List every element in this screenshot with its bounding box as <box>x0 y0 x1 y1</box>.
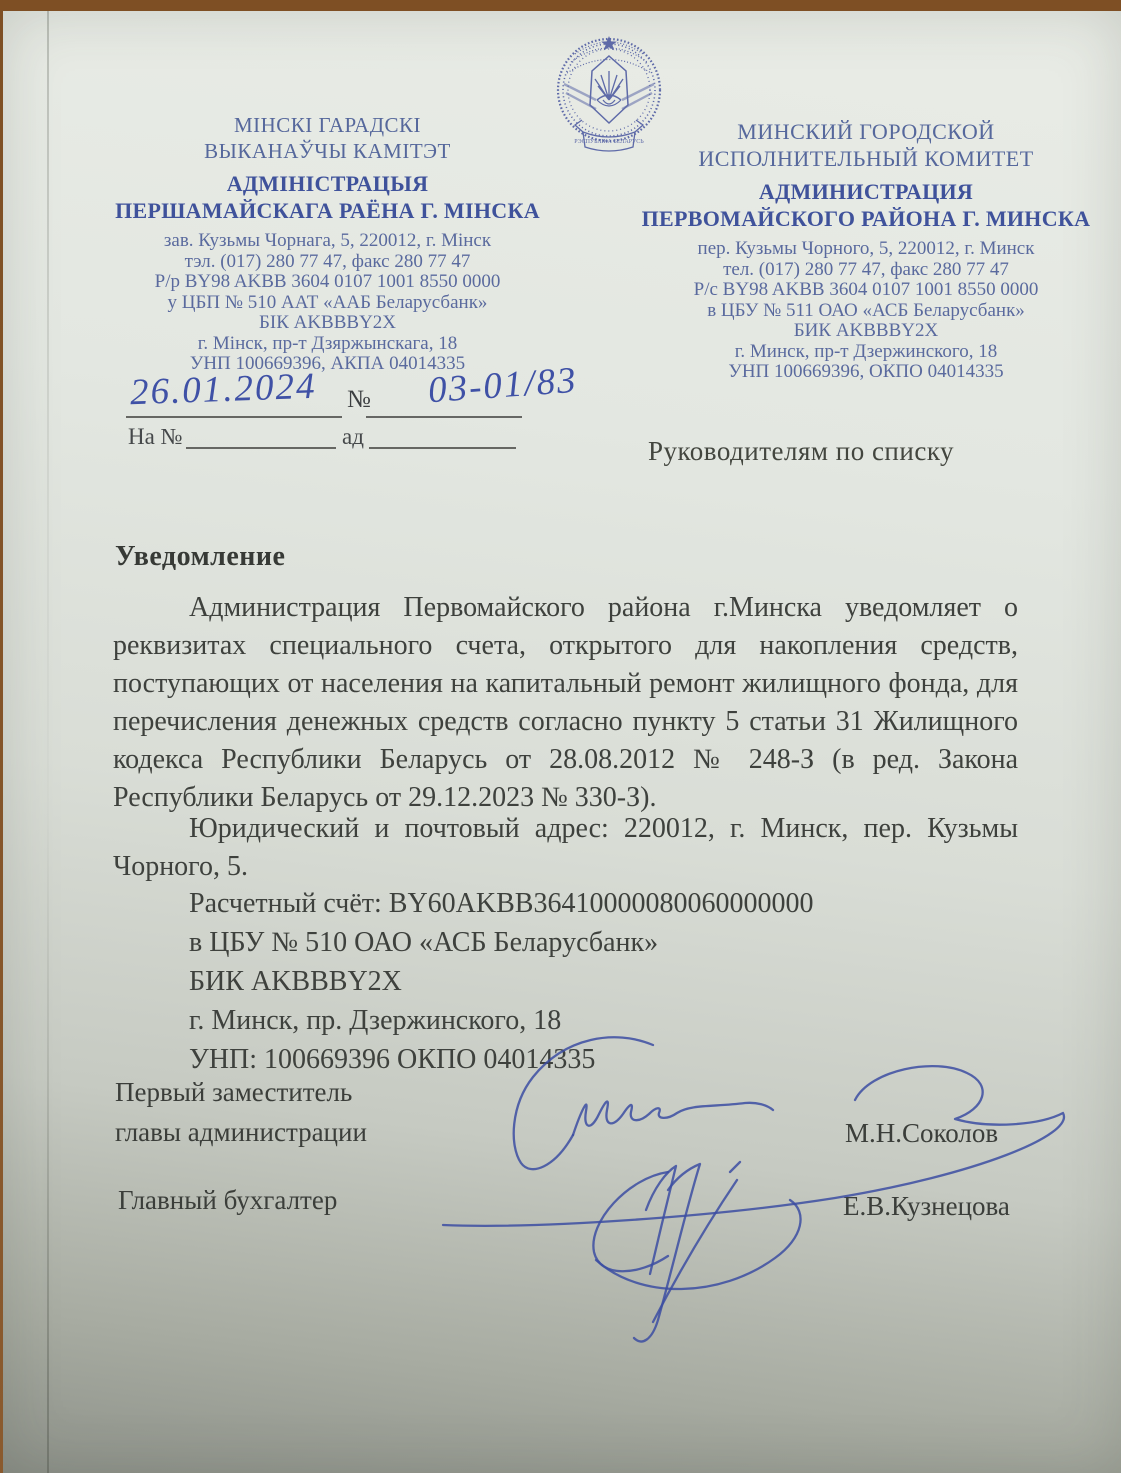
paper-fold-crease <box>47 11 49 1473</box>
reply-to-label: На № <box>128 424 183 449</box>
address-line: Р/р BY98 AKBB 3604 0107 1001 8550 0000 <box>154 271 501 292</box>
signatory-position: Главный бухгалтер <box>118 1185 338 1215</box>
main-paragraph: Администрация Первомайского района г.Минска уведомляет о реквизитах специального счета, открытого для накопления средств, поступающих от населения на капитальный ремонт жилищного фонда, для перечисления денежных средств согласно пункту 5 статьи 31 Жилищного кодекса Республики Беларусь от 28.08.2012 № 248-З (в ред. Закона Республики Беларусь от 29.12.2023 № 330-З). <box>113 592 1018 813</box>
handwritten-date: 26.01.2024 <box>129 365 318 414</box>
reply-from-label: ад <box>342 424 364 449</box>
address-line: г. Минск, пр-т Дзержинского, 18 <box>734 340 998 362</box>
signatory-name: М.Н.Соколов <box>845 1118 999 1148</box>
reply-number-underline <box>186 447 336 449</box>
committee-name-line: МІНСКІ ГАРАДСКІ <box>233 113 422 137</box>
number-underline <box>366 416 522 418</box>
bank-detail-line: в ЦБУ № 510 ОАО «АСБ Беларусбанк» <box>189 927 659 958</box>
committee-name-line: ИСПОЛНИТЕЛЬНЫЙ КОМИТЕТ <box>698 146 1034 171</box>
organization-name-line: ПЕРВОМАЙСКОГО РАЙОНА Г. МИНСКА <box>641 206 1091 231</box>
date-underline <box>126 416 342 418</box>
letterhead-russian <box>632 118 1100 383</box>
letterhead-address-block <box>100 231 555 375</box>
document-title: Уведомление <box>115 541 286 572</box>
reply-date-underline <box>369 447 516 449</box>
bank-detail-line: БИК AKBBBY2X <box>189 966 402 997</box>
address-line: у ЦБП № 510 ААТ «ААБ Беларусбанк» <box>167 291 488 313</box>
address-line: Р/с BY98 AKBB 3604 0107 1001 8550 0000 <box>693 279 1039 300</box>
address-paragraph: Юридический и почтовый адрес: 220012, г. Минск, пер. Кузьмы Чорного, 5. <box>113 813 1018 882</box>
signatory-name: Е.В.Кузнецова <box>843 1191 1010 1221</box>
address-line: БІК AKBBBY2X <box>258 312 397 333</box>
position-line: главы администрации <box>115 1117 367 1147</box>
address-line: БИК AKBBBY2X <box>793 320 939 341</box>
address-line: в ЦБУ № 511 ОАО «АСБ Беларусбанк» <box>707 299 1025 321</box>
addressee-line: Руководителям по списку <box>648 436 955 466</box>
position-line: Первый заместитель <box>115 1077 353 1107</box>
committee-name-line: ВЫКАНАЎЧЫ КАМІТЭТ <box>204 139 451 163</box>
bank-detail-line: г. Минск, пр. Дзержинского, 18 <box>189 1005 562 1036</box>
bank-detail-line: УНП: 100669396 ОКПО 04014335 <box>189 1044 596 1075</box>
address-line: тэл. (017) 280 77 47, факс 280 77 47 <box>184 250 471 272</box>
address-line: г. Мінск, пр-т Дзяржынскага, 18 <box>197 332 458 354</box>
signatory-position <box>115 1072 367 1152</box>
committee-name-line: МИНСКИЙ ГОРОДСКОЙ <box>737 119 995 144</box>
address-line: УНП 100669396, АКПА 04014335 <box>189 353 466 374</box>
address-line: зав. Кузьмы Чорнага, 5, 220012, г. Мінск <box>163 230 492 251</box>
address-line: пер. Кузьмы Чорного, 5, 220012, г. Минск <box>697 238 1035 259</box>
letterhead-belarusian <box>100 112 555 375</box>
organization-name-line: АДМІНІСТРАЦЫЯ <box>226 171 429 196</box>
organization-name-line: ПЕРШАМАЙСКАГА РАЁНА Г. МІНСКА <box>115 198 540 223</box>
address-line: УНП 100669396, ОКПО 04014335 <box>728 361 1004 382</box>
number-sign-label: № <box>347 386 371 413</box>
emblem-ribbon-text: РЭСПУБЛІКА БЕЛАРУСЬ <box>574 139 644 145</box>
letterhead-address-block <box>632 239 1100 383</box>
organization-name-line: АДМИНИСТРАЦИЯ <box>758 179 974 204</box>
bank-details-block <box>113 884 813 1079</box>
address-line: тел. (017) 280 77 47, факс 280 77 47 <box>723 258 1009 280</box>
bank-detail-line: Расчетный счёт: BY60AKBB36410000080060000000 <box>189 888 814 919</box>
handwritten-outgoing-number: 03-01/83 <box>426 359 579 412</box>
